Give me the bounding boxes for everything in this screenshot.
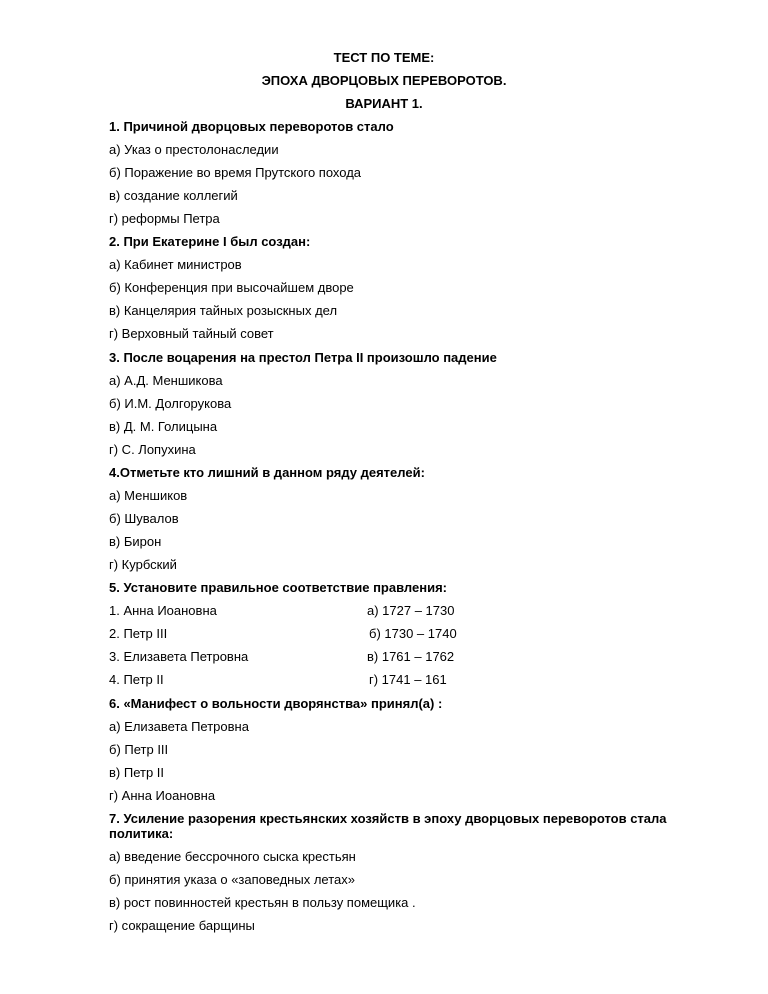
q4-option-a: а) Меншиков [109,488,188,503]
q5-left-2: 2. Петр III [109,626,168,641]
q1-option-b: б) Поражение во время Прутского похода [109,165,362,180]
q6-option-c: в) Петр II [109,765,165,780]
question-5: 5. Установите правильное соответствие правления: [109,580,447,595]
q5-right-a: а) 1727 – 1730 [367,603,455,618]
q3-option-d: г) С. Лопухина [109,442,196,457]
q4-option-b: б) Шувалов [109,511,179,526]
question-4: 4.Отметьте кто лишний в данном ряду деятелей: [109,465,425,480]
q2-option-c: в) Канцелярия тайных розыскных дел [109,303,338,318]
q6-option-b: б) Петр III [109,742,169,757]
question-1: 1. Причиной дворцовых переворотов стало [109,119,394,134]
q4-option-c: в) Бирон [109,534,162,549]
q6-option-d: г) Анна Иоановна [109,788,216,803]
q1-option-d: г) реформы Петра [109,211,220,226]
question-6: 6. «Манифест о вольности дворянства» принял(а) : [109,696,443,711]
q3-option-a: а) А.Д. Меншикова [109,373,223,388]
q7-option-c: в) рост повинностей крестьян в пользу помещика . [109,895,416,910]
q1-option-c: в) создание коллегий [109,188,238,203]
q5-left-1: 1. Анна Иоановна [109,603,217,618]
q4-option-d: г) Курбский [109,557,177,572]
q7-option-d: г) сокращение барщины [109,918,255,933]
q2-option-d: г) Верховный тайный совет [109,326,274,341]
q5-right-b: б) 1730 – 1740 [369,626,457,641]
q5-left-3: 3. Елизавета Петровна [109,649,249,664]
title-line-2: ЭПОХА ДВОРЦОВЫХ ПЕРЕВОРОТОВ. [261,73,507,88]
q2-option-a: а) Кабинет министров [109,257,242,272]
q1-option-a: а) Указ о престолонаследии [109,142,279,157]
q2-option-b: б) Конференция при высочайшем дворе [109,280,354,295]
q3-option-b: б) И.М. Долгорукова [109,396,232,411]
q5-right-c: в) 1761 – 1762 [367,649,455,664]
q6-option-a: а) Елизавета Петровна [109,719,249,734]
question-2: 2. При Екатерине I был создан: [109,234,311,249]
question-7: 7. Усиление разорения крестьянских хозяйств в эпоху дворцовых переворотов стала политика: [109,811,667,841]
title-line-3: ВАРИАНТ 1. [345,96,423,111]
title-line-1: ТЕСТ ПО ТЕМЕ: [333,50,435,65]
q3-option-c: в) Д. М. Голицына [109,419,218,434]
q7-option-b: б) принятия указа о «заповедных летах» [109,872,355,887]
q7-option-a: а) введение бессрочного сыска крестьян [109,849,356,864]
question-3: 3. После воцарения на престол Петра II произошло падение [109,350,497,365]
q5-left-4: 4. Петр II [109,672,164,687]
q5-right-d: г) 1741 – 161 [369,672,447,687]
